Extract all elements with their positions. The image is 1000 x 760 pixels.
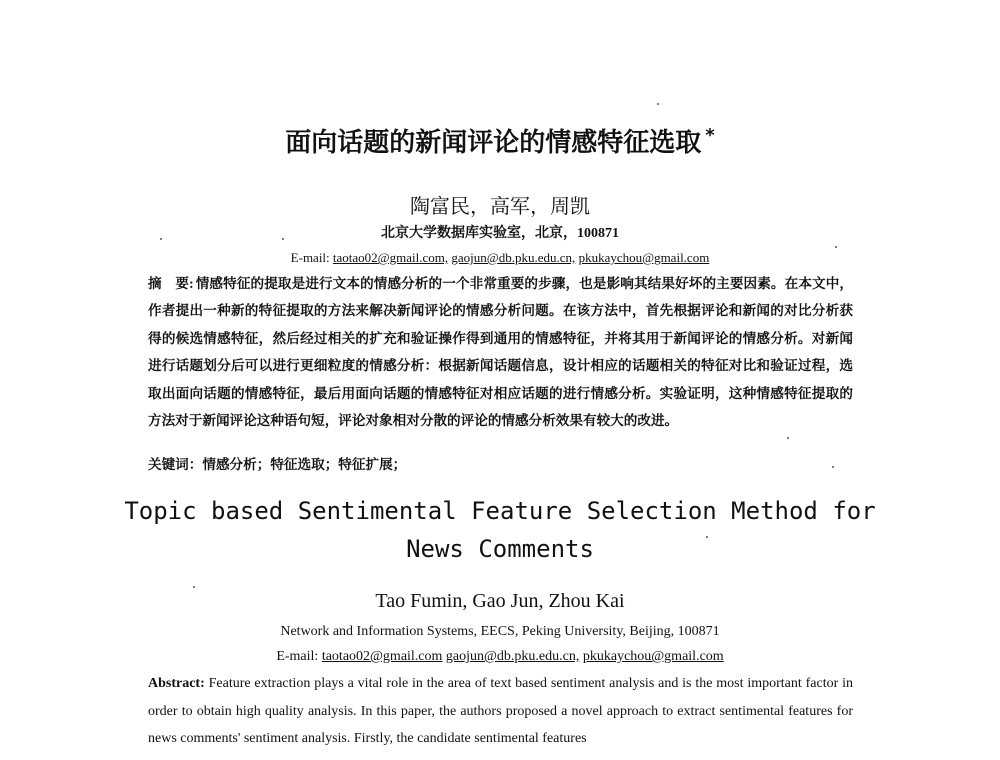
email-link-3[interactable]: pkukaychou@gmail.com (582, 649, 724, 664)
english-authors: Tao Fumin, Gao Jun, Zhou Kai (375, 590, 625, 612)
chinese-title-text: 面向话题的新闻评论的情感特征选取 (285, 128, 702, 158)
email-label: E-mail: (276, 649, 319, 664)
english-email-line (0, 649, 1000, 665)
english-title (0, 492, 1000, 568)
scan-speck (706, 536, 708, 538)
english-abstract (148, 670, 853, 753)
scan-speck (193, 586, 195, 588)
email-link-3[interactable]: pkukaychou@gmail.com (578, 250, 710, 265)
chinese-authors: 陶富民，高军，周凯 (410, 196, 590, 218)
english-abstract-label: Abstract: (148, 676, 205, 691)
english-affiliation: Network and Information Systems, EECS, Peking University, Beijing, 100871 (280, 624, 720, 639)
scan-speck (835, 246, 837, 248)
email-link-1[interactable]: taotao02@gmail.com, (332, 250, 449, 265)
email-link-1[interactable]: taotao02@gmail.com (321, 649, 443, 664)
scan-speck (787, 437, 789, 439)
email-label: E-mail: (290, 250, 330, 265)
chinese-keywords: 关键词：情感分析；特征选取；特征扩展； (148, 457, 407, 472)
title-footnote-mark: * (705, 125, 715, 147)
scan-speck (657, 103, 659, 105)
scan-speck (832, 466, 834, 468)
chinese-affiliation: 北京大学数据库实验室，北京，100871 (381, 226, 619, 241)
english-abstract-text: Feature extraction plays a vital role in the area of text based sentiment analysis and is the most important factor in order to obtain high quality analysis. In this paper, the authors proposed a novel approach to extract sentimental features for news comments' sentiment analysis. Firstly, the candidate sentimental features (148, 676, 853, 746)
english-title-line-1: Topic based Sentimental Feature Selection Method for (124, 497, 876, 525)
chinese-abstract (148, 270, 853, 434)
email-link-2[interactable]: gaojun@db.pku.edu.cn, (445, 649, 580, 664)
scan-speck (160, 238, 162, 240)
chinese-abstract-text: 情感特征的提取是进行文本的情感分析的一个非常重要的步骤，也是影响其结果好坏的主要因素。在本文中，作者提出一种新的特征提取的方法来解决新闻评论的情感分析问题。在该方法中，首先根据评论和新闻的对比分析获得的候选情感特征，然后经过相关的扩充和验证操作得到通用的情感特征，并将其用于新闻评论的情感分析。对新闻进行话题划分后可以进行更细粒度的情感分析：根据新闻话题信息，设计相应的话题相关的特征对比和验证过程，选取出面向话题的情感特征，最后用面向话题的情感特征对相应话题的进行情感分析。实验证明，这种情感特征提取的方法对于新闻评论这种语句短，评论对象相对分散的评论的情感分析效果有较大的改进。 (148, 276, 854, 429)
email-link-2[interactable]: gaojun@db.pku.edu.cn, (451, 250, 576, 265)
english-title-line-2: News Comments (406, 535, 594, 563)
scan-speck (282, 238, 284, 240)
chinese-abstract-label: 摘 要: (148, 276, 194, 291)
chinese-email-line (0, 250, 1000, 266)
chinese-title (0, 122, 1000, 159)
